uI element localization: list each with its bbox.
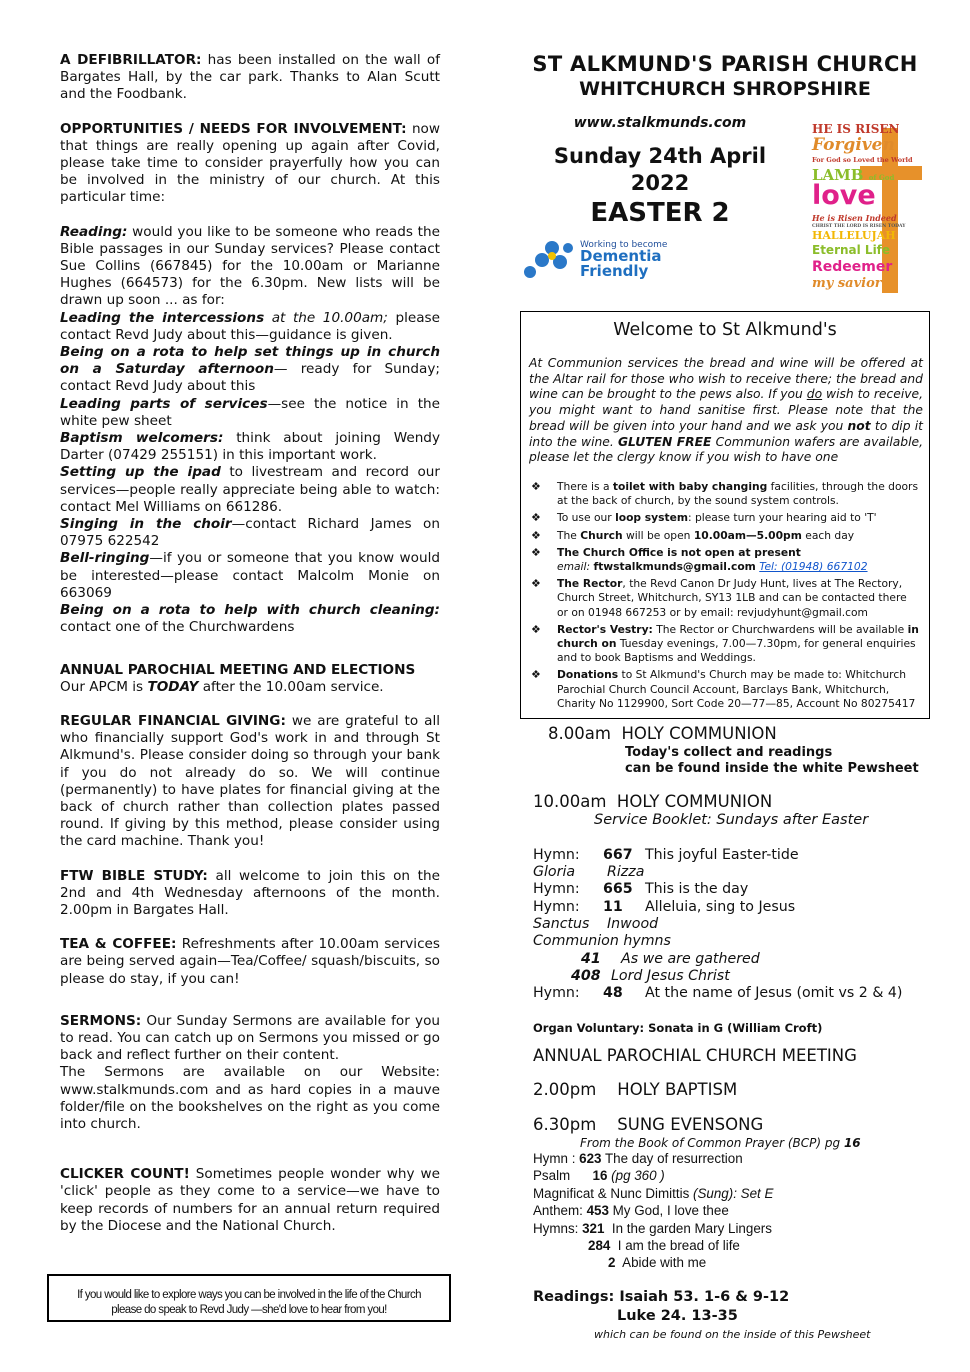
evensong-canticles: Magnificat & Nunc Dimittis (Sung): Set E [533,1186,774,1201]
list-item: ❖ The Rector, the Revd Canon Dr Judy Hunt, lives at The Rectory, Church Street, Whitchurch, SY13 1LB and can be contacted there or on 01948 667253 or by email: revjudyhunt@gmail.com [531,577,907,619]
service-year: 2022 [630,171,690,195]
hymn-row [533,951,760,967]
sermons-notice: SERMONS: Our Sunday Sermons are available for you to read. You can catch up on Sermons you missed or go back and reflect further on their content. [60,1012,440,1064]
hymn-title: Lord Jesus Christ [611,968,730,984]
office-phone-link[interactable]: Tel: (01948) 667102 [759,560,868,574]
hymn-title: Rizza [607,864,645,880]
hymn-number: 11 [603,899,623,915]
list-item: ❖ To use our loop system: please turn your hearing aid to 'T' [531,511,877,525]
hymn-number: 48 [603,985,623,1001]
hymn-row [533,985,902,1001]
hymn-title: Inwood [607,916,659,932]
parts-item: Leading parts of services—see the notice in the white pew sheet [60,395,441,429]
evensong-anthem: Anthem: 453 My God, I love thee [533,1203,729,1218]
hymn-row [533,916,658,932]
evensong-hymn-2: 284 I am the bread of life [588,1238,740,1253]
diamond-bullet-icon: ❖ [531,511,541,525]
evensong-hymn-3: 2 Abide with me [608,1255,707,1270]
list-item: ❖ There is a toilet with baby changing facilities, through the doors at the back of church, by the sound system controls. [531,480,919,508]
service-8am: 8.00am HOLY COMMUNION [548,724,777,743]
list-item: ❖ Donations to St Alkmund's Church may be made to: Whitchurch Parochial Church Council Account, Barclays Bank, Whitchurch, Charity No 1129900, Sort Code 20—77—85, Account No 80275417 [531,668,916,710]
bible-study-notice: FTW BIBLE STUDY: all welcome to join this on the 2nd and 4th Wednesday afternoons of the month. 2.00pm in Bargates Hall. [60,867,440,918]
hymn-row [533,968,730,984]
diamond-bullet-icon: ❖ [531,622,541,636]
apm-heading: ANNUAL PAROCHIAL MEETING AND ELECTIONS [60,661,416,678]
service-630pm: 6.30pm SUNG EVENSONG [533,1115,764,1134]
church-title: ST ALKMUND'S PARISH CHURCH [532,52,918,76]
hymn-title: At the name of Jesus (omit vs 2 & 4) [645,985,903,1001]
hymn-row [533,881,748,897]
apm-notice: Our APCM is TODAY after the 10.00am service. [60,678,384,695]
forget-me-not-icon [522,238,578,280]
hymn-title: As we are gathered [621,951,760,967]
hymn-row [533,864,644,880]
rota-item: Being on a rota to help set things up in church on a Saturday afternoon— ready for Sunday; contact Revd Judy about this [60,344,440,395]
giving-notice: REGULAR FINANCIAL GIVING: we are grateful to all who financially support God's work in and through St Alkmund's. Please consider doing so through your bank if you do not already do so. We will continue (permanently) to have plates for financial giving at the back of church rather than collection plates passed round. If giving by this method, please consider using the card machine. Thank you! [60,712,440,850]
defibrillator-notice: A DEFIBRILLATOR: has been installed on the wall of Bargates Hall, by the car park. Thanks to Alan Scutt and the Foodbank. [60,52,440,103]
tea-coffee-notice: TEA & COFFEE: Refreshments after 10.00am services are being served again—Tea/Coffee/ squash/biscuits, so please do stay, if you can! [60,936,440,987]
hymn-number: 41 [581,951,601,967]
evensong-hymns: Hymns: 321 In the garden Mary Lingers [533,1221,772,1236]
diamond-bullet-icon: ❖ [531,668,541,682]
cleaning-item: Being on a rota to help with church cleaning: contact one of the Churchwardens [60,602,440,636]
involvement-list [60,224,440,637]
evensong-hymn: Hymn : 623 The day of resurrection [533,1151,743,1166]
welcome-title: Welcome to St Alkmund's [613,320,837,340]
sermons-notice-2: The Sermons are available on our Website: www.stalkmunds.com and as hard copies in a mauve folder/file on the bookshelves on the right as you come into church. [60,1064,440,1132]
hymn-label: Communion hymns [533,933,671,949]
communion-info: At Communion services the bread and wine will be offered at the Altar rail for those who wish to receive there; the bread and wine can be brought to the pews also. If you do wish to receive, you might want to hand sanitise first. Please note that the bread will be given into your hand and we ask you not to dip it into the wine. GLUTEN FREE Communion wafers are available, please let the clergy know if you wish to have one [529,356,923,465]
list-item: ❖ The Church Office is not open at present email: ftwstalkmunds@gmail.com Tel: (01948) 667102 [531,545,868,574]
hymn-row [533,847,799,863]
baptism-item: Baptism welcomers: think about joining Wendy Darter (07429 255151) in this important work. [60,430,440,464]
bcp-note: From the Book of Common Prayer (BCP) pg 16 [580,1136,861,1150]
involvement-note-box: If you would like to explore ways you can be involved in the life of the Church please do speak to Revd Judy —she'd love to hear from you! [47,1274,451,1322]
choir-item: Singing in the choir—contact Richard James on 07975 622542 [60,516,440,550]
service-date: Sunday 24th April [553,144,767,168]
evensong-psalm: Psalm 16 (pg 360 ) [533,1168,665,1183]
reading-item: Reading: would you like to be someone who reads the Bible passages in our Sunday services? Please contact Sue Collins (667845) for the 10.00am or Marianne Hughes (664573) for the 6.30pm. New lists will be drawn up soon ... as for: [60,223,440,309]
church-town: WHITCHURCH SHROPSHIRE [579,78,871,100]
hymn-row [533,933,671,949]
readings: Readings: Isaiah 53. 1-6 & 9-12 [533,1289,790,1305]
diamond-bullet-icon: ❖ [531,528,541,542]
list-item: ❖ Rector's Vestry: The Rector or Churchwardens will be available in church on Tuesday evenings, 7.00—7.30pm, for general enquiries and to book Baptisms and Weddings. [531,622,919,665]
notices-column [60,52,440,1235]
service-10am-booklet: Service Booklet: Sundays after Easter [594,812,869,828]
hymn-number: 665 [603,881,633,897]
apcm-heading: ANNUAL PAROCHIAL CHURCH MEETING [533,1046,857,1065]
church-website: www.stalkmunds.com [573,115,747,131]
hymn-title: This joyful Easter-tide [645,847,799,863]
hymn-label: Hymn: [533,985,580,1001]
readings-note: which can be found on the inside of this Pewsheet [594,1328,871,1341]
hymn-label: Sanctus [533,916,590,932]
hymn-title: This is the day [645,881,749,897]
easter-cross-image: HE IS RISEN Forgiven For God so Loved the World LAMB of God love He is Risen Indeed CHRIST THE LORD IS RISEN TODAY HALLELUJAH Eternal Life Redeemer my savior [810,118,928,298]
organ-voluntary: Organ Voluntary: Sonata in G (William Croft) [533,1021,823,1035]
clicker-notice: CLICKER COUNT! Sometimes people wonder why we 'click' people as they come to a service—we have to keep records of numbers for an annual return required by the Diocese and the National Church. [60,1166,440,1234]
hymn-label: Hymn: [533,899,580,915]
welcome-info-list [529,480,921,714]
hymn-label: Hymn: [533,881,580,897]
hymn-label: Hymn: [533,847,580,863]
hymn-number: 408 [571,968,601,984]
opportunities-notice: OPPORTUNITIES / NEEDS FOR INVOLVEMENT: now that things are really opening up again after Covid, please take time to consider prayerfully how you can be involved in the ministry of our church. At this particular time: [60,120,440,206]
diamond-bullet-icon: ❖ [531,545,541,559]
service-10am: 10.00am HOLY COMMUNION [533,792,773,811]
dementia-friendly-logo: Working to become Dementia Friendly [522,238,682,280]
diamond-bullet-icon: ❖ [531,577,541,591]
diamond-bullet-icon: ❖ [531,480,541,493]
service-2pm: 2.00pm HOLY BAPTISM [533,1080,738,1099]
hymn-number: 667 [603,847,633,863]
occasion-title: EASTER 2 [590,198,730,228]
list-item: ❖ The Church will be open 10.00am—5.00pm each day [531,528,855,542]
service-8am-note: Today's collect and readings can be found inside the white Pewsheet [625,745,919,776]
hymn-label: Gloria [533,864,576,880]
ipad-item: Setting up the ipad to livestream and record our services—people really appreciate being able to watch: contact Mel Williams on 661286. [60,464,440,515]
hymn-title: Alleluia, sing to Jesus [645,899,796,915]
readings-gospel: Luke 24. 13-35 [617,1308,738,1324]
bell-item: Bell-ringing—if you or someone that you know would be interested—please contact Malcolm Monie on 663069 [60,550,440,601]
intercessions-item: Leading the intercessions at the 10.00am; please contact Revd Judy about this—guidance is given. [60,309,440,343]
welcome-box [520,311,930,719]
hymn-row [533,899,795,915]
